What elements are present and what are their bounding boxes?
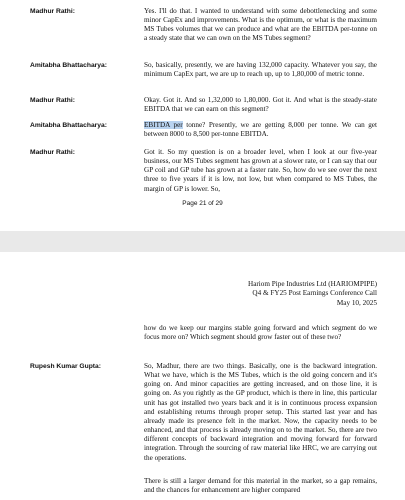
- speaker-text: There is still a larger demand for this material in the market, so a gap remains, and the chances for enhancement are higher compared: [144, 477, 377, 495]
- speaker-name: Madhur Rathi:: [30, 97, 75, 104]
- speaker-text: [144, 121, 377, 139]
- speaker-name: Madhur Rathi:: [30, 8, 75, 15]
- transcript-page-22: [0, 252, 405, 500]
- speaker-text: Got it. So my question is on a broader level, when I look at our five-year business, our MS Tubes segment has grown at a slower rate, or I can say that our GP coil and GP tube has grown at a faster rate. So, how do we see over the next three to five years if it is low, not low, but when compared to MS Tubes, the margin of GP is lower. So,: [144, 148, 377, 193]
- speaker-name: Amitabha Bhattacharya:: [30, 122, 107, 129]
- document-header: [127, 280, 377, 308]
- page-number: Page 21 of 29: [182, 200, 223, 207]
- transcript-page-21: [0, 0, 405, 231]
- speaker-name: Rupesh Kumar Gupta:: [30, 363, 101, 370]
- event-date: May 10, 2025: [336, 298, 377, 307]
- continuation-text: how do we keep our margins stable going forward and which segment do we focus more on? Which segment should grow faster out of these two?: [144, 324, 377, 342]
- speaker-text: So, Madhur, there are two things. Basically, one is the backward integration. What we have, which is the MS Tubes, which is the old going concern and it's going on. And minor capacities are getting increased, and on those line, it is going on. As you rightly as the GP product, which is there in line, this particular unit has got installed two years back and it is in continuous process expansion and establishing returns through proper setup. This started last year and has already made its presence felt in the market. Now, the capacity needs to be enhanced, and that process is already moving on to the market. So, there are two different concepts of backward integration and moving forward for forward integration. Through the sourcing of raw material like HRC, we are carrying out the operations.: [144, 362, 377, 462]
- speaker-text: Okay. Got it. And so 1,32,000 to 1,80,000. Got it. And what is the steady-state EBITDA that we can earn on this segment?: [144, 96, 377, 114]
- page-gap: [0, 231, 405, 252]
- speaker-text: So, basically, presently, we are having 132,000 capacity. Whatever you say, the minimum CapEx part, we are up to reach up, up to 1,80,000 of metric tonne.: [144, 61, 377, 79]
- speaker-name: Madhur Rathi:: [30, 149, 75, 156]
- company-name: Hariom Pipe Industries Ltd (HARIOMPIPE): [248, 280, 377, 288]
- speaker-text: Yes. I'll do that. I wanted to understand with some debottlenecking and some minor CapEx and improvements. What is the optimum, or what is the maximum MS Tubes volumes that we can produce and what are the EBITDA per-tonne on a steady state that we can own on the MS Tubes segment?: [144, 7, 377, 43]
- event-title: Q4 & FY25 Post Earnings Conference Call: [252, 289, 377, 298]
- selected-text-highlight[interactable]: EBITDA per: [144, 121, 183, 129]
- speaker-name: Amitabha Bhattacharya:: [30, 62, 107, 69]
- speaker-text-rest: tonne? Presently, we are getting 8,000 per tonne. We can get between 8000 to 8,500 per-tonne EBITDA.: [144, 121, 377, 139]
